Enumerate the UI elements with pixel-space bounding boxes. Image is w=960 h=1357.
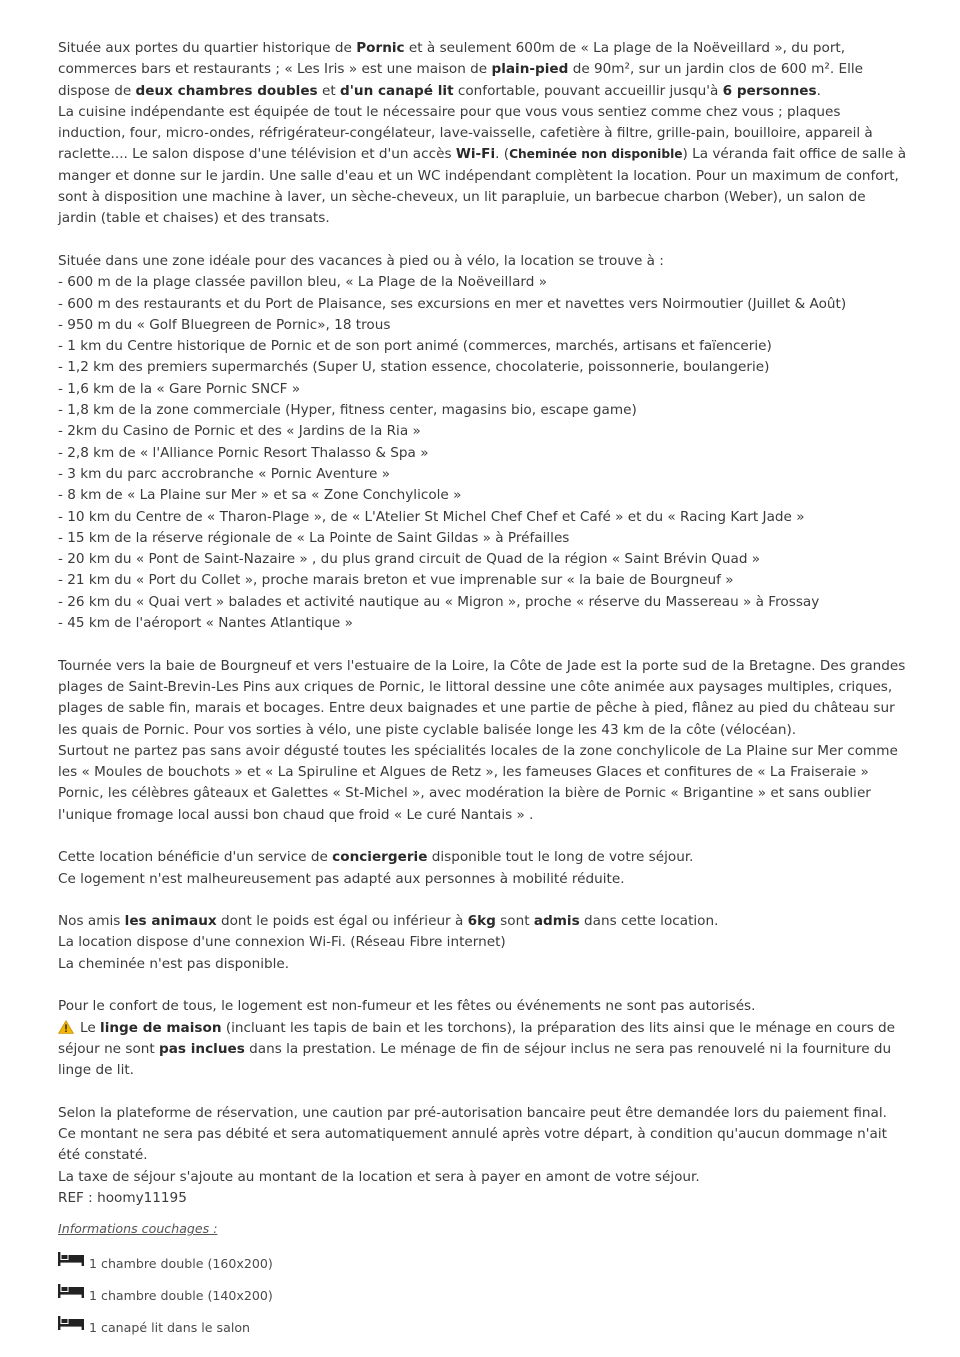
location-intro: Située dans une zone idéale pour des vacances à pied ou à vélo, la location se trouve à : <box>58 252 664 269</box>
text: . <box>816 82 821 99</box>
text-bold: Cheminée non disponible <box>509 147 683 162</box>
sleeping-item <box>58 1245 908 1277</box>
spacer <box>58 826 908 847</box>
tax-line: La taxe de séjour s'ajoute au montant de la location et sera à payer en amont de votre séjour. <box>58 1168 700 1185</box>
text-bold: plain-pied <box>491 61 569 78</box>
spacer <box>58 1082 908 1103</box>
text-bold: les animaux <box>124 913 217 930</box>
text: et à seulement 600m de « La plage de la Noëveillard », du port, commerces bars et restaurants ; « Les Iris » est une maison de <box>58 40 846 78</box>
list-item: - 20 km du « Pont de Saint-Nazaire » , du plus grand circuit de Quad de la région « Saint Brévin Quad » <box>58 551 761 568</box>
wifi-line: La location dispose d'une connexion Wi-Fi. (Réseau Fibre internet) <box>58 934 506 951</box>
distance-list <box>58 272 908 634</box>
spacer <box>58 890 908 911</box>
text-bold: linge de maison <box>100 1019 222 1036</box>
deposit-paragraph: Selon la plateforme de réservation, une caution par pré-autorisation bancaire peut être demandée lors du paiement final. Ce montant ne sera pas débité et sera automatiquement annulé après votre départ, à condition qu'aucun dommage n'ait été constaté. <box>58 1104 887 1164</box>
text-bold: conciergerie <box>332 849 428 866</box>
text: Le <box>80 1019 101 1036</box>
text: Située aux portes du quartier historique de <box>58 40 357 56</box>
list-item: - 15 km de la réserve régionale de « La Pointe de Saint Gildas » à Préfailles <box>58 529 570 546</box>
list-item: - 10 km du Centre de « Tharon-Plage », de « L'Atelier St Michel Chef Chef et Café » et du « Racing Kart Jade » <box>58 508 805 525</box>
fireplace-line: La cheminée n'est pas disponible. <box>58 955 290 972</box>
region-paragraph: Tournée vers la baie de Bourgneuf et vers l'estuaire de la Loire, la Côte de Jade est la porte sud de la Bretagne. Des grandes plages de Saint-Brevin-Les Pins aux criques de Pornic, le littoral dessine une côte animée aux paysages multiples, criques, plages de sable fin, marais et bocages. Entre deux baignades et une partie de pêche à pied, flânez au pied du château sur les quais de Pornic. Pour vos sorties à vélo, une piste cyclable balisée longe les 43 km de la côte (vélocéan). <box>58 657 906 738</box>
sleeping-item <box>58 1309 908 1341</box>
list-item: - 45 km de l'aéroport « Nantes Atlantique » <box>58 615 353 632</box>
list-item: - 2,8 km de « l'Alliance Pornic Resort Thalasso & Spa » <box>58 444 429 461</box>
text-bold: pas inclues <box>159 1040 245 1057</box>
text-bold: 6 personnes <box>722 82 817 99</box>
specialities-paragraph: Surtout ne partez pas sans avoir dégusté toutes les spécialités locales de la zone conchylicole de La Plaine sur Mer comme les « Moules de bouchots » et « La Spiruline et Algues de Retz », les fameuses Glaces et confitures de « La Fraiseraie » Pornic, les célèbres gâteaux et Galettes « St-Michel », avec modération la bière de Pornic « Brigantine » et sans oublier l'unique fromage local aussi bon chaud que froid « Le curé Nantais » . <box>58 742 898 823</box>
accessibility-line: Ce logement n'est malheureusement pas adapté aux personnes à mobilité réduite. <box>58 870 625 887</box>
spacer <box>58 975 908 996</box>
list-item: - 3 km du parc accrobranche « Pornic Aventure » <box>58 465 391 482</box>
spacer <box>58 634 908 655</box>
intro-paragraph <box>58 38 908 102</box>
bed-icon <box>58 1283 84 1297</box>
list-item: - 1 km du Centre historique de Pornic et de son port animé (commerces, marchés, artisans et faïencerie) <box>58 338 772 355</box>
list-item: - 1,8 km de la zone commerciale (Hyper, fitness center, magasins bio, escape game) <box>58 402 637 419</box>
text-bold: deux chambres doubles <box>135 82 318 99</box>
list-item: - 8 km de « La Plaine sur Mer » et sa « Zone Conchylicole » <box>58 487 462 504</box>
sleeping-item <box>58 1277 908 1309</box>
text-bold: Pornic <box>356 40 405 56</box>
spacer <box>58 230 908 251</box>
text-bold: admis <box>533 913 580 930</box>
list-item: - 950 m du « Golf Bluegreen de Pornic», 18 trous <box>58 316 391 333</box>
sleeping-title: Informations couchages : <box>58 1221 218 1237</box>
warning-icon <box>58 1020 74 1034</box>
bed-icon <box>58 1315 84 1329</box>
animals-line <box>58 911 908 932</box>
text: La cuisine indépendante est équipée de tout le nécessaire pour que vous vous sentiez comme chez vous ; plaques induction, four, micro-ondes, réfrigérateur-congélateur, lave-vaisselle, cafetière à filtre, grille-pain, bouilloire, appareil à raclette.... Le salon dispose d'une télévision et d'un accès <box>58 103 873 163</box>
sleeping-item-label: 1 canapé lit dans le salon <box>89 1320 251 1336</box>
bed-icon <box>58 1251 84 1265</box>
text: . ( <box>495 146 510 163</box>
list-item: - 26 km du « Quai vert » balades et activité nautique au « Migron », proche « réserve du Massereau » à Frossay <box>58 593 820 610</box>
text-bold: d'un canapé lit <box>340 82 454 99</box>
linen-notice <box>58 1018 908 1082</box>
text-bold: Wi-Fi <box>455 146 496 163</box>
text: et <box>317 82 340 99</box>
text: disponible tout le long de votre séjour. <box>427 849 694 866</box>
text: dans la prestation. Le ménage de fin de séjour inclus ne sera pas renouvelé ni la fourniture du linge de lit. <box>58 1040 892 1079</box>
text: Nos amis <box>58 913 125 930</box>
text: sont <box>495 913 534 930</box>
text: ) La véranda fait office de salle à manger et donne sur le jardin. Une salle d'eau et un WC indépendant complètent la location. Pour un maximum de confort, sont à disposition une machine à laver, un sèche-cheveux, un lit parapluie, un barbecue charbon (Weber), un salon de jardin (table et chaises) et des transats. <box>58 146 907 227</box>
reference: REF : hoomy11195 <box>58 1190 187 1207</box>
service-line <box>58 847 908 868</box>
listing-description <box>58 38 908 1341</box>
sleeping-item-label: 1 chambre double (160x200) <box>89 1256 273 1272</box>
text: dont le poids est égal ou inférieur à <box>216 913 468 930</box>
rules-line: Pour le confort de tous, le logement est non-fumeur et les fêtes ou événements ne sont pas autorisés. <box>58 998 756 1015</box>
kitchen-paragraph <box>58 102 908 230</box>
sleeping-list <box>58 1245 908 1341</box>
list-item: - 2km du Casino de Pornic et des « Jardins de la Ria » <box>58 423 421 440</box>
list-item: - 1,2 km des premiers supermarchés (Super U, station essence, chocolaterie, poissonnerie, boulangerie) <box>58 359 770 376</box>
text: confortable, pouvant accueillir jusqu'à <box>453 82 723 99</box>
list-item: - 1,6 km de la « Gare Pornic SNCF » <box>58 380 301 397</box>
text: de 90m², sur un jardin clos de 600 m². Elle dispose de <box>58 61 863 99</box>
sleeping-item-label: 1 chambre double (140x200) <box>89 1288 273 1304</box>
list-item: - 600 m des restaurants et du Port de Plaisance, ses excursions en mer et navettes vers Noirmoutier (Juillet & Août) <box>58 295 847 312</box>
text: (incluant les tapis de bain et les torchons), la préparation des lits ainsi que le ménage en cours de séjour ne sont <box>58 1019 896 1057</box>
list-item: - 600 m de la plage classée pavillon bleu, « La Plage de la Noëveillard » <box>58 274 548 291</box>
text: Cette location bénéficie d'un service de <box>58 849 333 866</box>
list-item: - 21 km du « Port du Collet », proche marais breton et vue imprenable sur « la baie de Bourgneuf » <box>58 572 734 589</box>
text-bold: 6kg <box>467 913 496 930</box>
text: dans cette location. <box>579 913 719 930</box>
